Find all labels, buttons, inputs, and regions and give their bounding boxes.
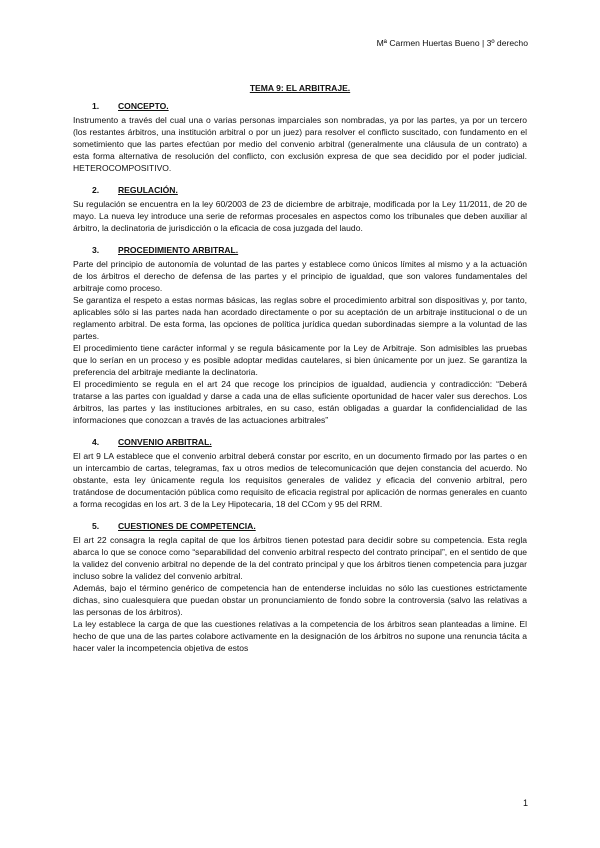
section-number: 4. xyxy=(92,437,100,447)
paragraph: El procedimiento se regula en el art 24 que recoge los principios de igualdad, audiencia y contradicción: “Deberá tratarse a las partes con igualdad y darse a cada una de ellas suficiente oportunidad de hacer valer sus derechos. Los árbitros, las partes y las instituciones arbitrales, en su caso, están obligadas a guardar la confidencialidad de las informaciones que conozcan a través de las actuaciones arbitrales” xyxy=(73,379,527,425)
section-concepto xyxy=(73,100,527,174)
section-heading xyxy=(92,184,527,196)
section-regulacion xyxy=(73,184,527,234)
paragraph: Además, bajo el término genérico de competencia han de entenderse incluidas no sólo las cuestiones estrictamente dichas, sino cualesquiera que puedan obstar un pronunciamiento de fondo sobre la controversia (salvo las relativas a las personas de los árbitros). xyxy=(73,583,527,617)
paragraph: El art 22 consagra la regla capital de que los árbitros tienen potestad para decidir sobre su competencia. Esta regla abarca lo que se conoce como “separabilidad del convenio arbitral respecto del contrato principal”, en el sentido de que la validez del convenio arbitral no depende de la del contrato principal y que los árbitros tienen competencia para juzgar incluso sobre la validez del convenio arbitral. xyxy=(73,535,527,581)
paragraph: La ley establece la carga de que las cuestiones relativas a la competencia de los árbitros sean planteadas a limine. El hecho de que una de las partes colabore activamente en la designación de los árbitros no supone una renuncia tácita a hacer valer la incompetencia objetiva de estos xyxy=(73,619,527,653)
section-number: 5. xyxy=(92,521,100,531)
section-title: PROCEDIMIENTO ARBITRAL. xyxy=(118,245,239,255)
paragraph: Parte del principio de autonomía de voluntad de las partes y establece como únicos límites al mismo y a la actuación de los árbitros el derecho de defensa de las partes y el principio de igualdad, que son valores fundamentales del arbitraje como proceso. xyxy=(73,259,527,293)
section-number: 1. xyxy=(92,101,100,111)
section-heading xyxy=(92,100,527,112)
section-title: CUESTIONES DE COMPETENCIA. xyxy=(118,521,256,531)
section-heading xyxy=(92,436,527,448)
section-number: 3. xyxy=(92,245,100,255)
paragraph: El art 9 LA establece que el convenio arbitral deberá constar por escrito, en un documento firmado por las partes o en un intercambio de cartas, telegramas, fax u otros medios de telecomunicación que dejen constancia del acuerdo. No obstante, esta ley únicamente regula los requisitos generales de validez y eficacia del convenio arbitral, pero tratándose de documentación pública como requisito de eficacia registral por aplicación de normas generales en cuanto a forma recogidas en los art. 3 de la Ley Hipotecaria, 18 del CCom y 95 del RRM. xyxy=(73,451,527,509)
page-number: 1 xyxy=(522,798,528,808)
section-title: REGULACIÓN. xyxy=(118,185,178,195)
section-title: CONCEPTO. xyxy=(118,101,169,111)
section-procedimiento xyxy=(73,244,527,426)
section-heading xyxy=(92,520,527,532)
section-competencia xyxy=(73,520,527,654)
section-convenio xyxy=(73,436,527,510)
paragraph: Se garantiza el respeto a estas normas básicas, las reglas sobre el procedimiento arbitral son dispositivas y, por tanto, aplicables sólo si las partes nada han acordado directamente o por su aceptación de un arbitraje institucional o de un reglamento arbitral. De esta forma, las opciones de política jurídica quedan subordinadas siempre a la voluntad de las partes. xyxy=(73,295,527,341)
document-title: TEMA 9: EL ARBITRAJE. xyxy=(249,83,351,93)
section-heading xyxy=(92,244,527,256)
document-body xyxy=(73,82,527,664)
section-title: CONVENIO ARBITRAL. xyxy=(118,437,212,447)
page-header: Mª Carmen Huertas Bueno | 3º derecho xyxy=(376,38,528,48)
paragraph: Su regulación se encuentra en la ley 60/2003 de 23 de diciembre de arbitraje, modificada por la Ley 11/2011, de 20 de mayo. La nueva ley introduce una serie de reformas procesales en aspectos como los tribunales que deben auxiliar al árbitro, la declinatoria de jurisdicción o la eficacia de cosa juzgada del laudo. xyxy=(73,199,527,233)
section-number: 2. xyxy=(92,185,100,195)
paragraph: Instrumento a través del cual una o varias personas imparciales son nombradas, ya por las partes, ya por un tercero (los restantes árbitros, una institución arbitral o por un juez) para resolver el conflicto suscitado, con fundamento en el sometimiento que las partes efectúan por medio del convenio arbitral (generalmente una cláusula de un contrato) a esta forma alternativa de resolución del conflicto, con exclusión expresa de que sea decidido por el poder judicial. HETEROCOMPOSITIVO. xyxy=(73,115,527,173)
paragraph: El procedimiento tiene carácter informal y se regula básicamente por la Ley de Arbitraje. Son admisibles las pruebas que lo serían en un proceso y es posible adoptar medidas cautelares, si bien únicamente por un juez. Se garantiza la preferencia del arbitraje mediante la declinatoria. xyxy=(73,343,527,377)
